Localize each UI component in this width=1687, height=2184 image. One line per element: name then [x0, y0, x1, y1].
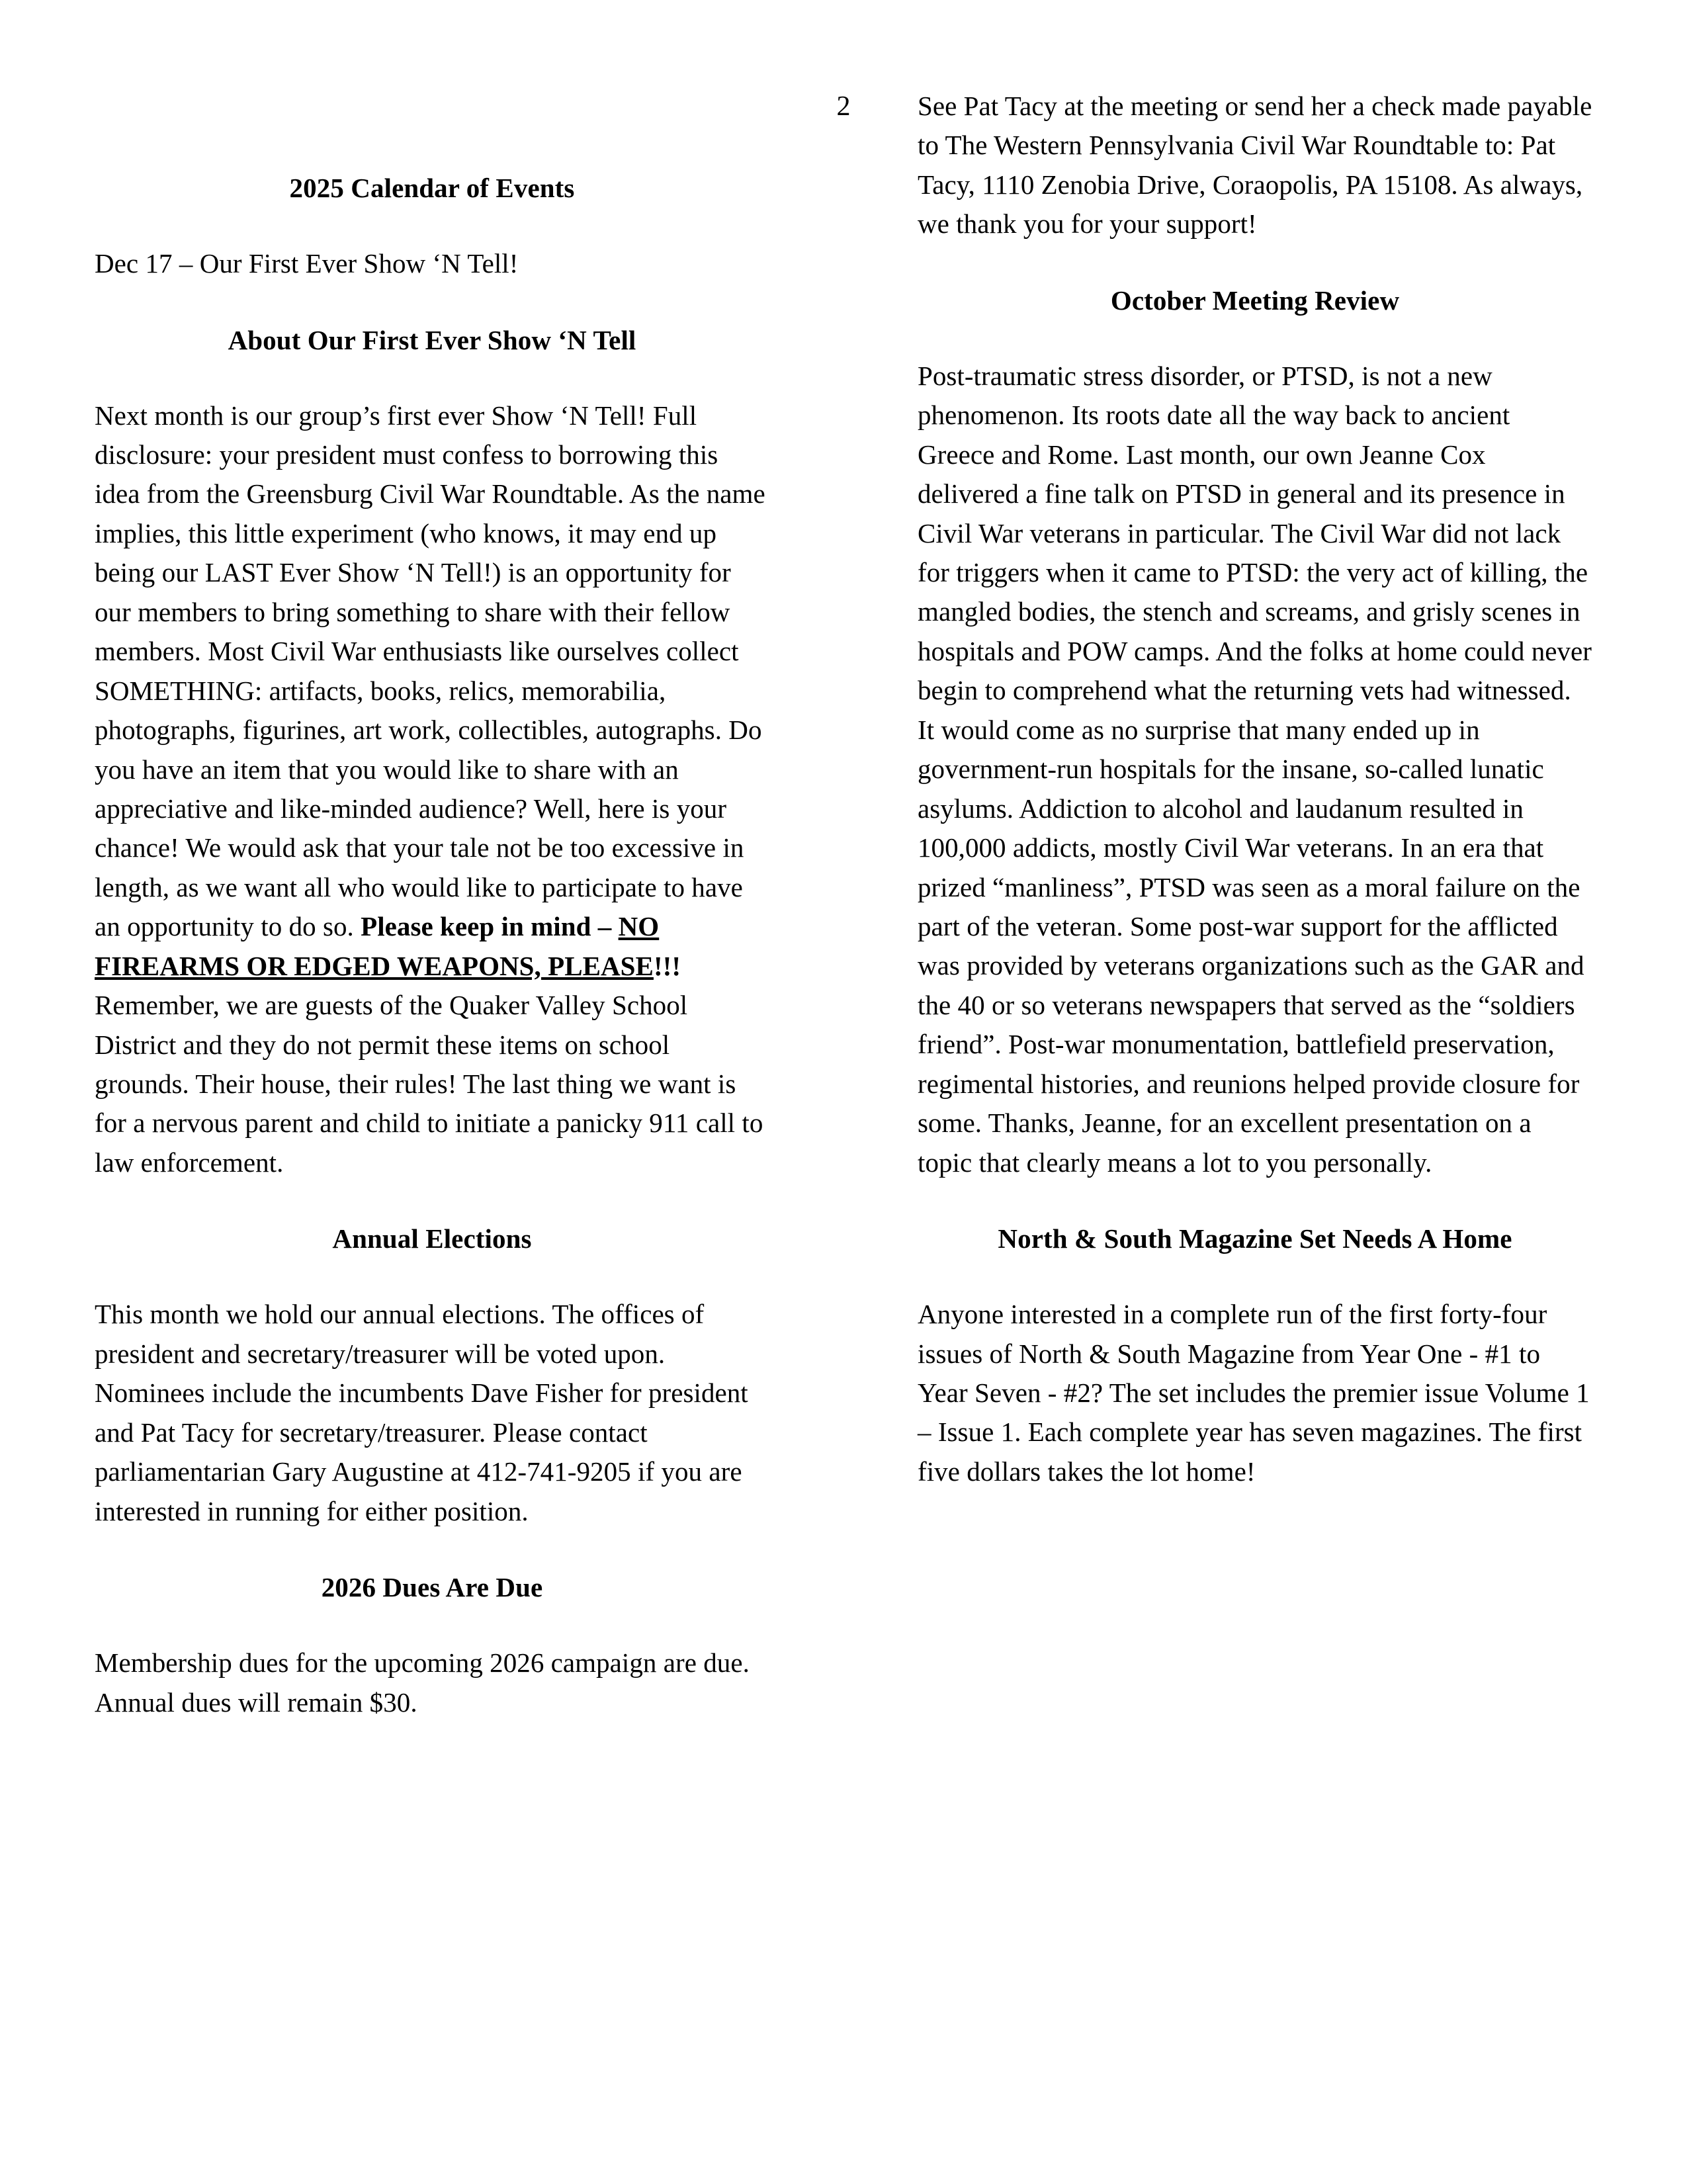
paragraph-dues-continuation: See Pat Tacy at the meeting or send her a check made payable to The Western Pennsylvania Civil War Roundtable to: Pat Tacy, 1110 Zenobia Drive, Coraopolis, PA 15108. As always, we thank you for your support! [918, 91, 1592, 240]
left-column [95, 171, 769, 1722]
heading-calendar-of-events: 2025 Calendar of Events [289, 173, 575, 203]
paragraph-annual-elections: This month we hold our annual elections. The offices of president and secretary/treasurer will be voted upon. Nominees include the incumbents Dave Fisher for president and Pat Tacy for secretary/treasurer. Please contact parliamentarian Gary Augustine at 412-741-9205 if you are interested in running for either position. [95, 1299, 748, 1526]
heading-2026-dues: 2026 Dues Are Due [321, 1572, 543, 1602]
paragraph-north-south-magazine: Anyone interested in a complete run of the first forty-four issues of North & South Magazine from Year One - #1 to Year Seven - #2? The set includes the premier issue Volume 1 – Issue 1. Each complete year has seven magazines. The first five dollars takes the lot home! [918, 1299, 1590, 1487]
page-number: 2 [836, 91, 851, 122]
show-n-tell-bold-lead: Please keep in mind – [361, 911, 619, 942]
heading-about-show-n-tell: About Our First Ever Show ‘N Tell [228, 324, 636, 355]
right-column [918, 91, 1592, 1491]
show-n-tell-bold-exclamations: !!! [653, 950, 681, 981]
paragraph-2026-dues: Membership dues for the upcoming 2026 campaign are due. Annual dues will remain $30. [95, 1647, 750, 1718]
heading-north-south-magazine: North & South Magazine Set Needs A Home [998, 1223, 1512, 1254]
show-n-tell-text-part-1: Next month is our group’s first ever Show ‘N Tell! Full disclosure: your president must confess to borrowing this idea from the Greensburg Civil War Roundtable. As the name implies, this little experiment (who knows, it may end up being our LAST Ever Show ‘N Tell!) is an opportunity for our members to bring something to share with their fellow members. Most Civil War enthusiasts like ourselves collect SOMETHING: artifacts, books, relics, memorabilia, photographs, figurines, art work, collectibles, autographs. Do you have an item that you would like to share with an appreciative and like-minded audience? Well, here is your chance! We would ask that your tale not be too excessive in length, as we want all who would like to participate to have an opportunity to do so. [95, 400, 765, 942]
show-n-tell-text-part-2: Remember, we are guests of the Quaker Valley School District and they do not permit these items on school grounds. Their house, their rules! The last thing we want is for a nervous parent and child to initiate a panicky 911 call to law enforcement. [95, 990, 763, 1178]
heading-october-meeting-review: October Meeting Review [1110, 284, 1400, 316]
two-column-layout [95, 91, 1592, 1722]
paragraph-show-n-tell [95, 396, 769, 1183]
paragraph-october-meeting-review: Post-traumatic stress disorder, or PTSD, is not a new phenomenon. Its roots date all the way back to ancient Greece and Rome. Last month, our own Jeanne Cox delivered a fine talk on PTSD in general and its presence in Civil War veterans in particular. The Civil War did not lack for triggers when it came to PTSD: the very act of killing, the mangled bodies, the stench and screams, and grisly scenes in hospitals and POW camps. And the folks at home could never begin to comprehend what the returning vets had witnessed. It would come as no surprise that many ended up in government-run hospitals for the insane, so-called lunatic asylums. Addiction to alcohol and laudanum resulted in 100,000 addicts, mostly Civil War veterans. In an era that prized “manliness”, PTSD was seen as a moral failure on the part of the veteran. Some post-war support for the afflicted was provided by veterans organizations such as the GAR and the 40 or so veterans newspapers that served as the “soldiers friend”. Post-war monumentation, battlefield preservation, regimental histories, and reunions helped provide closure for some. Thanks, Jeanne, for an excellent presentation on a topic that clearly means a lot to you personally. [918, 360, 1592, 1178]
calendar-entry-dec-17: Dec 17 – Our First Ever Show ‘N Tell! [95, 248, 519, 279]
heading-annual-elections: Annual Elections [332, 1223, 532, 1254]
show-n-tell-firearms-warning: NO FIREARMS OR EDGED WEAPONS, PLEASE [95, 911, 660, 981]
